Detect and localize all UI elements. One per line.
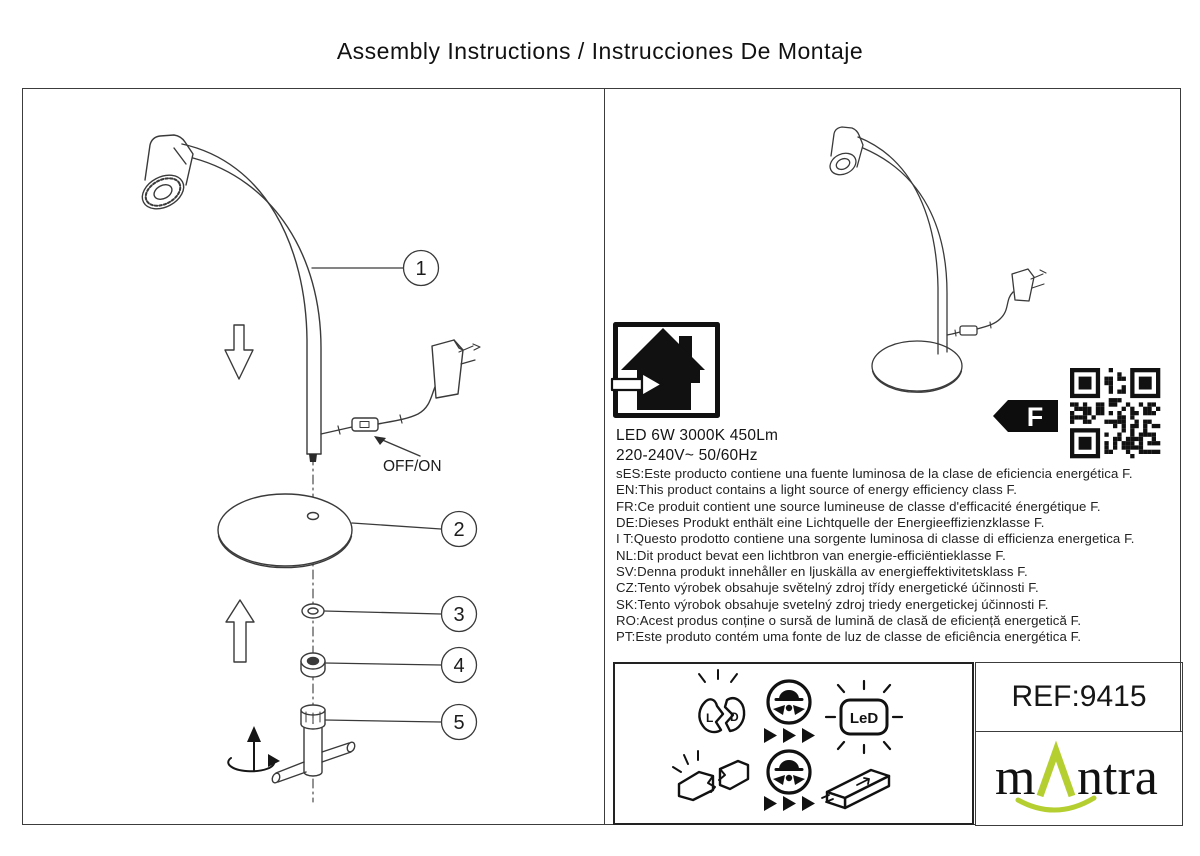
led-lightsource-icon <box>826 681 902 753</box>
lang-line: PT:Este produto contém uma fonte de luz de classe de eficiência energética F. <box>616 629 1082 645</box>
callout-2-number: 2 <box>453 519 465 541</box>
reference-box <box>975 662 1183 732</box>
callouts <box>312 251 477 740</box>
inline-switch <box>960 326 977 335</box>
page-title: Assembly Instructions / Instrucciones De Montaje <box>336 38 864 64</box>
callout-3-number: 3 <box>453 604 465 626</box>
assembled-lamp <box>827 127 1046 392</box>
callout-4-number: 4 <box>453 655 465 677</box>
arrows-right-icon <box>764 728 815 743</box>
lang-line: NL:Dit product bevat een lichtbron van energie-efficiëntieklasse F. <box>616 547 1006 563</box>
lang-line: FR:Ce produit contient une source lumineuse de classe d'efficacité énergétique F. <box>616 498 1101 514</box>
spec-line-1: LED 6W 3000K 450Lm <box>616 427 779 444</box>
lang-line: sES:Este producto contiene una fuente luminosa de la clase de eficiencia energética F. <box>616 466 1133 481</box>
lang-line: CZ:Tento výrobek obsahuje světelný zdroj třídy energetické účinnosti F. <box>616 580 1039 596</box>
lang-line: DE:Dieses Produkt enthält eine Lichtquelle der Energieeffizienzklasse F. <box>616 515 1045 531</box>
plug-adapter <box>432 340 463 398</box>
mantra-logo <box>993 738 1165 818</box>
broken-led-letter-left: L <box>706 711 714 725</box>
broken-driver-icon <box>673 751 748 800</box>
plug-adapter <box>1012 269 1034 301</box>
indoor-use-icon <box>612 325 718 416</box>
lang-line: SK:Tento výrobok obsahuje svetelný zdroj triedy energetickej účinnosti F. <box>616 596 1049 612</box>
lang-line: SV:Denna produkt innehåller en ljuskälla av energieffektivitetsklass F. <box>616 564 1028 580</box>
led-label: LeD <box>849 710 879 727</box>
energy-class-arrow-icon <box>993 400 1058 432</box>
spec-line-2: 220-240V~ 50/60Hz <box>616 447 758 464</box>
base-part <box>218 494 352 568</box>
technician-icon <box>768 681 810 723</box>
qr-code <box>1070 368 1160 458</box>
driver-box-icon <box>822 770 889 808</box>
lang-line: RO:Acest produs conține o sursă de lumină de clasă de eficiență energetică F. <box>616 613 1082 629</box>
nut-part <box>301 653 325 677</box>
broken-led-letter-right: D <box>730 710 739 724</box>
switch-label: OFF/ON <box>383 458 442 475</box>
callout-1-number: 1 <box>415 258 427 280</box>
power-cord <box>321 340 480 434</box>
washer-part <box>302 604 324 618</box>
service-pictogram-box <box>613 662 974 825</box>
reference-label: REF:9415 <box>1011 680 1147 713</box>
broken-led-icon <box>699 670 744 732</box>
brand-suffix: ntra <box>1077 749 1158 806</box>
callout-5-number: 5 <box>453 712 465 734</box>
brand-caret-icon <box>1040 751 1072 796</box>
lang-line: I T:Questo prodotto contiene una sorgente luminosa di classe di efficienza energetica F. <box>616 531 1135 547</box>
brand-box <box>975 731 1183 826</box>
lang-line: EN:This product contains a light source of energy efficiency class F. <box>616 482 1018 498</box>
lamp-arm-part <box>137 135 321 462</box>
switch-annotation <box>374 436 442 475</box>
technician-icon <box>768 751 810 793</box>
up-arrow-icon <box>226 600 254 662</box>
socket-tool-part <box>271 705 356 784</box>
exploded-assembly-diagram <box>22 88 604 825</box>
arrow-into-house <box>612 379 642 390</box>
energy-class-label: F <box>1026 402 1044 432</box>
rotate-arrow-icon <box>228 726 280 771</box>
down-arrow-icon <box>225 325 253 379</box>
language-statements <box>616 466 1135 646</box>
inline-switch <box>352 418 378 431</box>
arrows-right-icon <box>764 796 815 811</box>
brand-prefix: m <box>995 749 1036 806</box>
